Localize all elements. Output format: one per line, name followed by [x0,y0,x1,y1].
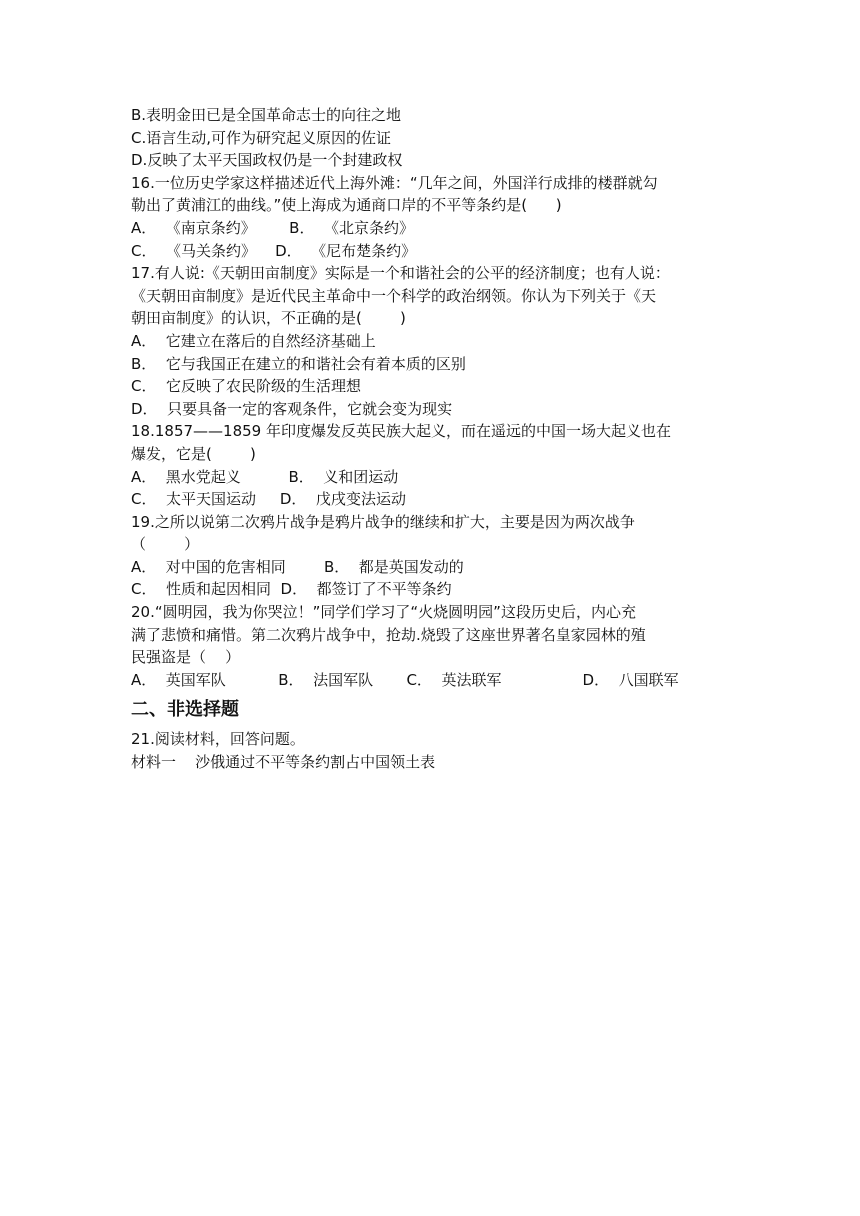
text-line: 满了悲愤和痛惜。第二次鸦片战争中，抢劫.烧毁了这座世界著名皇家园林的殖 [131,625,646,644]
text-line: C． 《马关条约》 D． 《尼布楚条约》 [131,241,417,260]
text-line: A． 对中国的危害相同 B． 都是英国发动的 [131,557,464,576]
text-line: D． 只要具备一定的客观条件，它就会变为现实 [131,399,453,418]
non-choice-block [131,728,731,773]
text-line: A． 英国军队 B． 法国军队 C． 英法联军 D． 八国联军 [131,670,679,689]
section-heading: 二、非选择题 [131,699,239,721]
text-line: C． 它反映了农民阶级的生活理想 [131,377,362,396]
text-line: 20.“圆明园，我为你哭泣！”同学们学习了“火烧圆明园”这段历史后，内心充 [131,603,636,622]
text-line: B.表明金田已是全国革命志士的向往之地 [131,106,402,124]
questions-block [131,104,731,691]
text-line: B． 它与我国正在建立的和谐社会有着本质的区别 [131,354,466,373]
text-line: 19.之所以说第二次鸦片战争是鸦片战争的继续和扩大，主要是因为两次战争 [131,512,635,531]
text-line: A． 《南京条约》 B． 《北京条约》 [131,218,415,237]
text-line: C． 性质和起因相同 D． 都签订了不平等条约 [131,580,452,599]
text-line: （ ） [131,535,200,554]
text-line: 材料一 沙俄通过不平等条约割占中国领土表 [131,753,436,772]
text-line: C． 太平天国运动 D． 戊戌变法运动 [131,490,406,509]
text-line: 爆发，它是( ) [131,444,256,463]
text-line: 21.阅读材料，回答问题。 [131,730,305,749]
text-line: C.语言生动,可作为研究起义原因的佐证 [131,128,392,147]
text-line: A． 黑水党起义 B． 义和团运动 [131,467,399,486]
text-line: A． 它建立在落后的自然经济基础上 [131,331,376,350]
text-line: 《天朝田亩制度》是近代民主革命中一个科学的政治纲领。你认为下列关于《天 [131,286,657,305]
text-line: 朝田亩制度》的认识，不正确的是( ) [131,309,406,328]
text-line: 16.一位历史学家这样描述近代上海外滩：“几年之间，外国洋行成排的楼群就勾 [131,173,658,192]
text-line: 18.1857——1859 年印度爆发反英民族大起义，而在遥远的中国一场大起义也在 [131,422,671,441]
text-line: 17.有人说:《天朝田亩制度》实际是一个和谐社会的公平的经济制度；也有人说： [131,264,670,283]
page-content [131,104,731,774]
text-line: D.反映了太平天国政权仍是一个封建政权 [131,151,403,170]
text-line: 民强盗是（ ） [131,648,241,667]
text-line: 勒出了黄浦江的曲线。”使上海成为通商口岸的不平等条约是( ) [131,196,562,215]
